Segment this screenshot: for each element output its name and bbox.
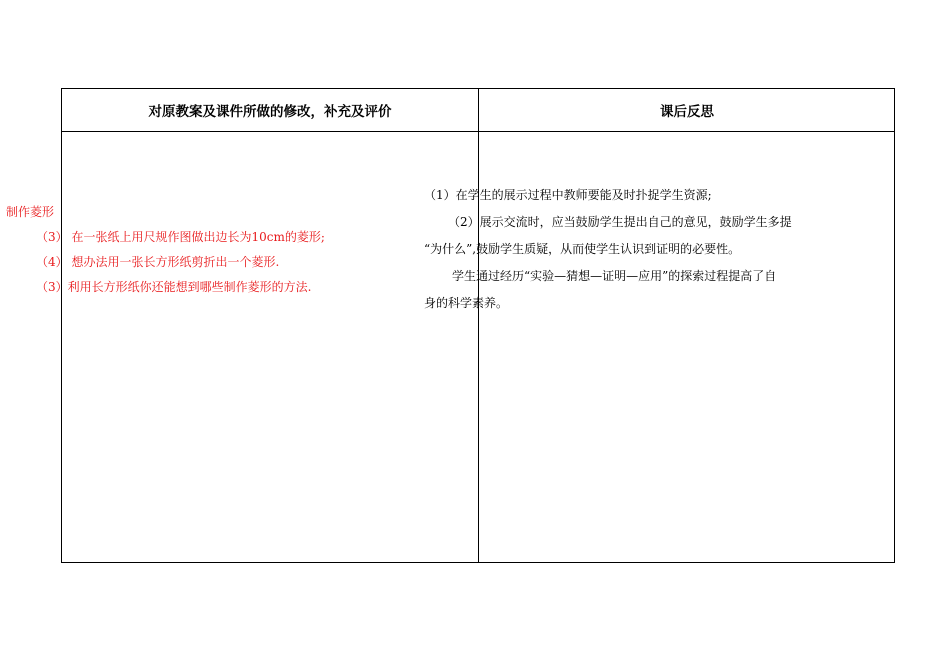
reflection-line: “为什么”,鼓励学生质疑，从而使学生认识到证明的必要性。	[424, 242, 741, 256]
modifications-title: 制作菱形	[6, 205, 55, 219]
header-row-divider	[62, 131, 894, 132]
column-divider	[478, 89, 479, 562]
header-reflection: 课后反思	[660, 104, 714, 120]
reflection-table	[61, 88, 895, 563]
modifications-item: （4） 想办法用一张长方形纸剪折出一个菱形.	[36, 255, 280, 269]
modifications-item: （3） 在一张纸上用尺规作图做出边长为10cm的菱形;	[36, 230, 325, 244]
header-modifications: 对原教案及课件所做的修改，补充及评价	[148, 104, 392, 120]
reflection-line: （2）展示交流时，应当鼓励学生提出自己的意见，鼓励学生多提	[448, 215, 792, 229]
reflection-line: 学生通过经历“实验—猜想—证明—应用”的探索过程提高了自	[452, 269, 777, 283]
reflection-cell	[424, 182, 828, 317]
modifications-item: （3）利用长方形纸你还能想到哪些制作菱形的方法.	[36, 280, 312, 294]
reflection-line: 身的科学素养。	[424, 296, 509, 310]
reflection-line: （1）在学生的展示过程中教师要能及时扑捉学生资源;	[424, 188, 712, 202]
modifications-cell	[6, 200, 406, 300]
